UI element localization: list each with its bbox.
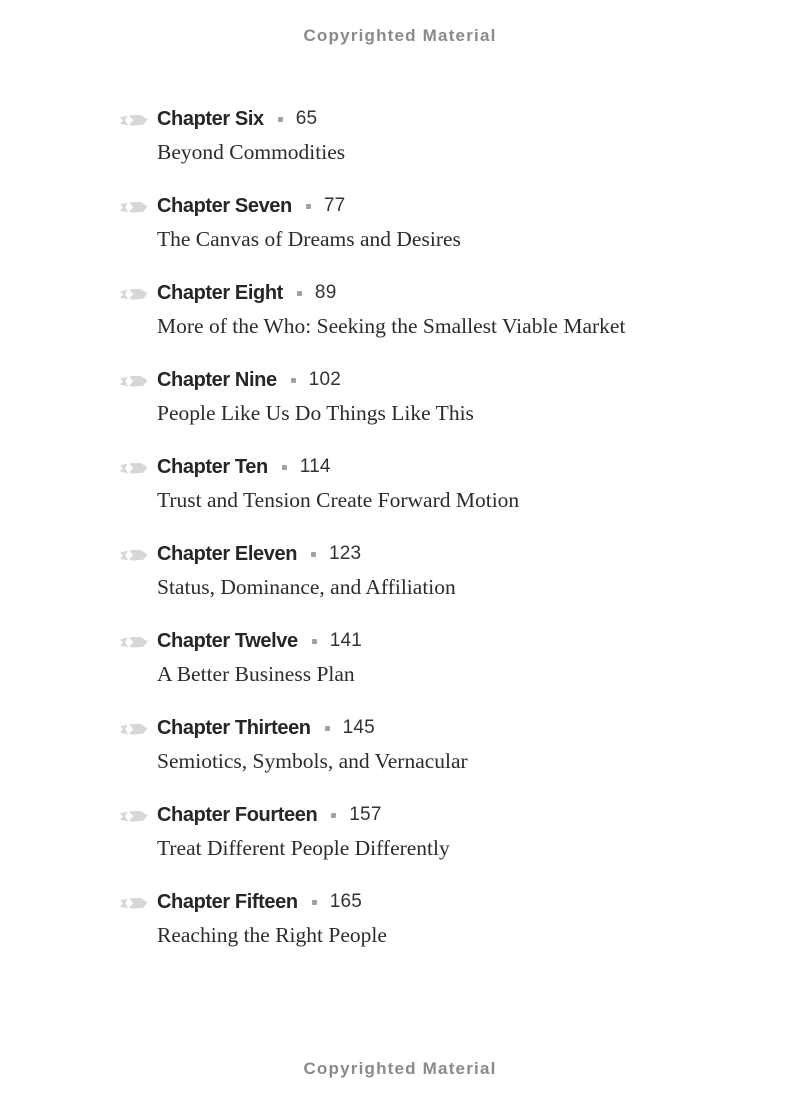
toc-entry-heading (120, 454, 740, 480)
chapter-label: Chapter Twelve (157, 629, 298, 652)
chapter-page-number: 123 (329, 543, 362, 564)
chapter-label: Chapter Nine (157, 368, 277, 391)
chapter-page-number: 145 (342, 717, 375, 738)
chapter-label: Chapter Six (157, 107, 264, 130)
toc-entry-heading (120, 193, 740, 219)
square-dot-separator-icon (325, 726, 330, 731)
chapter-page-number: 65 (295, 108, 318, 129)
toc-entry (120, 193, 740, 253)
ribbon-arrow-icon (120, 288, 148, 301)
toc-entry (120, 802, 740, 862)
ribbon-arrow-icon (120, 114, 148, 127)
square-dot-separator-icon (312, 900, 317, 905)
ribbon-arrow-icon (120, 810, 148, 823)
ribbon-arrow-icon (120, 462, 148, 475)
chapter-page-number: 89 (314, 282, 337, 303)
footer-copyright-notice: Copyrighted Material (303, 1059, 497, 1078)
toc-entry (120, 715, 740, 775)
chapter-subtitle: Treat Different People Differently (157, 836, 450, 860)
toc-entry (120, 454, 740, 514)
toc-entry-heading (120, 541, 740, 567)
chapter-subtitle: A Better Business Plan (157, 662, 355, 686)
chapter-subtitle: Beyond Commodities (157, 140, 346, 164)
toc-entry-heading (120, 802, 740, 828)
toc-entry-heading (120, 106, 740, 132)
square-dot-separator-icon (297, 291, 302, 296)
square-dot-separator-icon (331, 813, 336, 818)
chapter-page-number: 114 (299, 456, 331, 477)
chapter-label: Chapter Eleven (157, 542, 298, 565)
toc-entry-heading (120, 715, 740, 741)
chapter-label: Chapter Thirteen (157, 716, 311, 739)
chapter-subtitle: Semiotics, Symbols, and Vernacular (157, 749, 468, 773)
ribbon-arrow-icon (120, 723, 148, 736)
toc-entry-heading (120, 628, 740, 654)
chapter-page-number: 141 (329, 630, 363, 651)
toc-entry-heading (120, 280, 740, 306)
chapter-page-number: 157 (349, 804, 382, 825)
ribbon-arrow-icon (120, 636, 148, 649)
ribbon-arrow-icon (120, 201, 148, 214)
toc-entry (120, 106, 740, 166)
header-copyright-notice: Copyrighted Material (303, 26, 497, 45)
chapter-page-number: 165 (329, 891, 362, 912)
square-dot-separator-icon (291, 378, 296, 383)
toc-entry (120, 889, 740, 949)
square-dot-separator-icon (306, 204, 311, 209)
ribbon-arrow-icon (120, 375, 148, 388)
table-of-contents (120, 106, 740, 976)
chapter-subtitle: Status, Dominance, and Affiliation (157, 575, 456, 599)
chapter-subtitle: The Canvas of Dreams and Desires (157, 227, 461, 251)
square-dot-separator-icon (278, 117, 283, 122)
chapter-label: Chapter Seven (157, 194, 292, 217)
chapter-page-number: 102 (308, 369, 341, 390)
chapter-subtitle: More of the Who: Seeking the Smallest Viable Market (157, 314, 626, 338)
toc-entry (120, 367, 740, 427)
chapter-subtitle: Trust and Tension Create Forward Motion (157, 488, 520, 512)
chapter-label: Chapter Fourteen (157, 803, 318, 826)
ribbon-arrow-icon (120, 549, 148, 562)
toc-entry (120, 280, 740, 340)
chapter-label: Chapter Eight (157, 281, 283, 304)
square-dot-separator-icon (312, 639, 317, 644)
chapter-page-number: 77 (323, 195, 346, 216)
chapter-label: Chapter Fifteen (157, 890, 298, 913)
toc-entry (120, 628, 740, 688)
chapter-subtitle: Reaching the Right People (157, 923, 387, 947)
chapter-label: Chapter Ten (157, 455, 268, 478)
ribbon-arrow-icon (120, 897, 148, 910)
square-dot-separator-icon (282, 465, 287, 470)
toc-entry-heading (120, 367, 740, 393)
chapter-subtitle: People Like Us Do Things Like This (157, 401, 474, 425)
square-dot-separator-icon (311, 552, 316, 557)
toc-entry-heading (120, 889, 740, 915)
toc-entry (120, 541, 740, 601)
